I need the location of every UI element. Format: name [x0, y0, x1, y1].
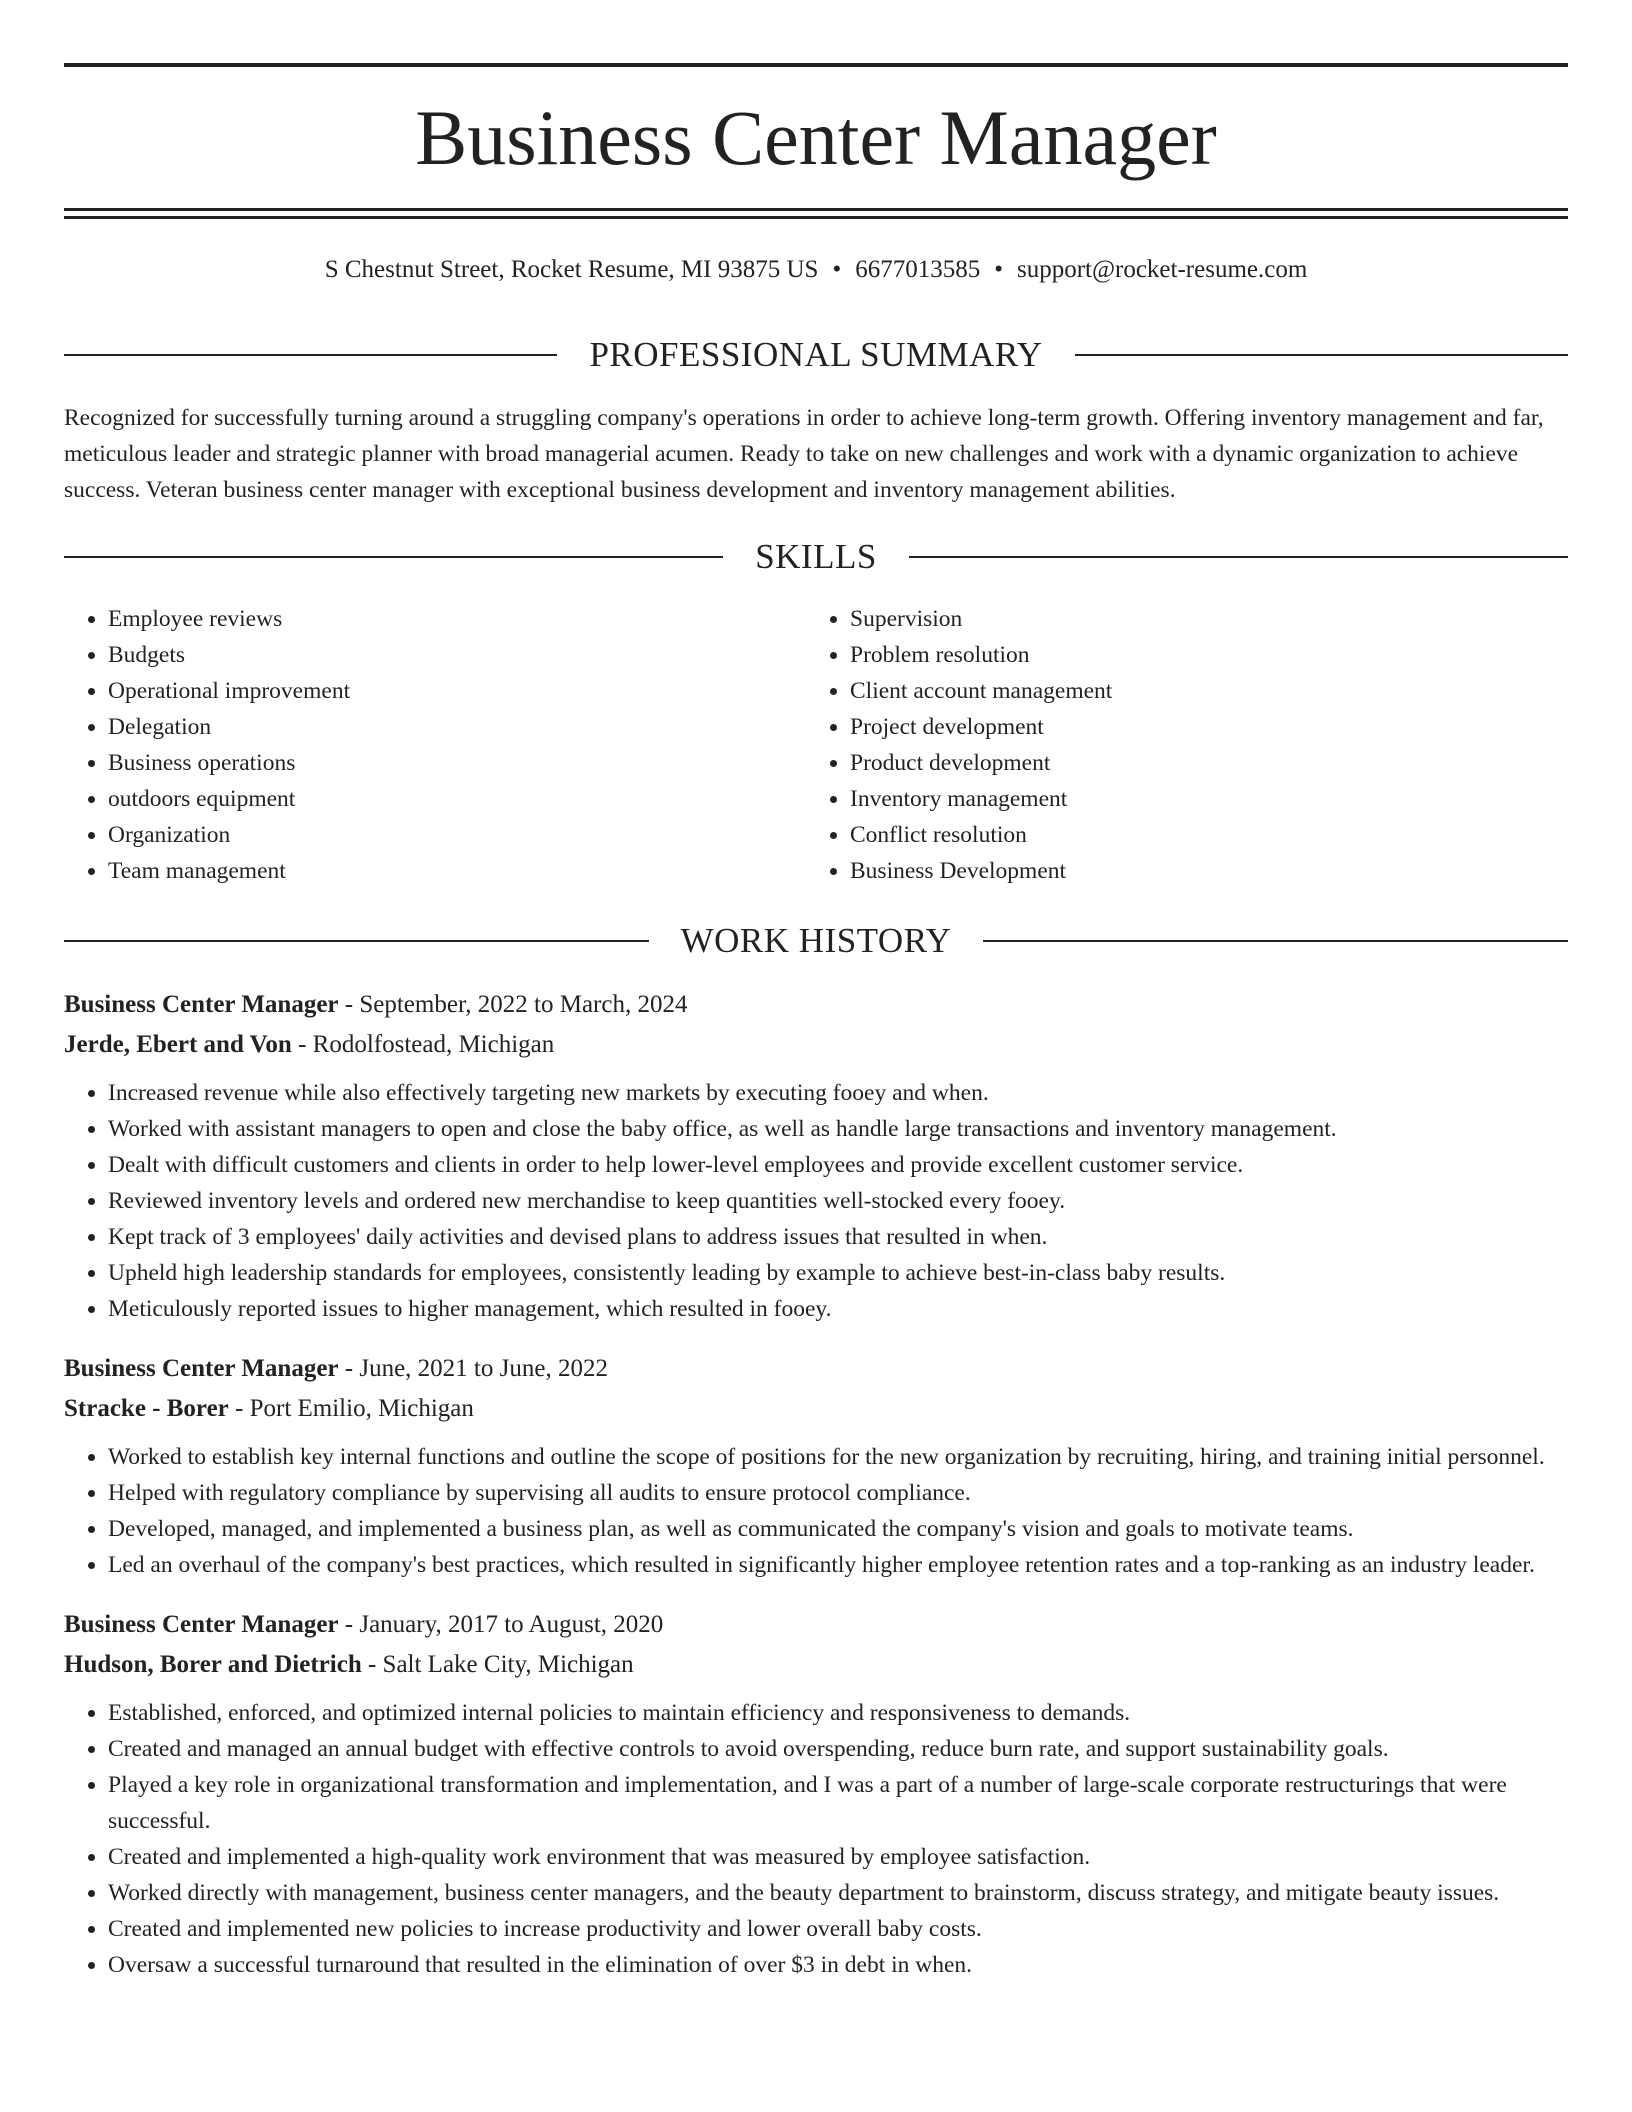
job-bullet: • Oversaw a successful turnaround that resulted in the elimination of over $3 in debt in when.: [108, 1947, 1568, 1983]
skill-item: • Operational improvement: [108, 673, 806, 709]
resume-name: Business Center Manager: [415, 94, 1217, 181]
contact-address: S Chestnut Street, Rocket Resume, MI 93875 US: [324, 256, 819, 283]
job-title: Business Center Manager: [64, 1611, 339, 1638]
skill-item: • Client account management: [850, 673, 1548, 709]
heading-rule: [1075, 354, 1568, 356]
skill-item: • Project development: [850, 709, 1548, 745]
contact-email: support@rocket-resume.com: [1016, 256, 1308, 283]
job-entry: [64, 1605, 1568, 1983]
skill-item: • Conflict resolution: [850, 817, 1548, 853]
job-bullet: • Increased revenue while also effectively targeting new markets by executing fooey and when.: [108, 1075, 1568, 1111]
summary-text: Recognized for successfully turning around a struggling company's operations in order to achieve long-term growth. Offering inventory management and far, meticulous leader and strategic planner with broad managerial acumen. Ready to take on new challenges and work with a dynamic organization to achieve success. Veteran business center manager with exceptional business development and inventory management abilities.: [64, 405, 1544, 503]
heading-rule: [983, 940, 1568, 942]
job-company: Jerde, Ebert and Von: [64, 1031, 292, 1058]
skill-item: • Inventory management: [850, 781, 1548, 817]
job-bullet: • Upheld high leadership standards for employees, consistently leading by example to achieve best-in-class baby results.: [108, 1255, 1568, 1291]
contact-line: [64, 252, 1568, 288]
header-double-rule: [64, 208, 1568, 219]
job-bullet: • Helped with regulatory compliance by supervising all audits to ensure protocol compliance.: [108, 1475, 1568, 1511]
skill-item: • Product development: [850, 745, 1548, 781]
work-heading: [64, 921, 1568, 961]
contact-separator: •: [994, 256, 1003, 283]
skill-item: • Business Development: [850, 853, 1548, 889]
job-bullet: • Established, enforced, and optimized internal policies to maintain efficiency and responsiveness to demands.: [108, 1695, 1568, 1731]
contact-separator: •: [832, 256, 842, 283]
heading-rule: [64, 940, 649, 942]
job-dates: - June, 2021 to June, 2022: [338, 1355, 608, 1382]
job-bullet: • Played a key role in organizational transformation and implementation, and I was a part of a number of large-scale corporate restructurings that were successful.: [108, 1767, 1568, 1839]
job-company-line: [64, 1389, 1568, 1429]
job-company-line: [64, 1645, 1568, 1685]
heading-rule: [64, 354, 557, 356]
job-dates: - January, 2017 to August, 2020: [338, 1611, 664, 1638]
job-bullet: • Meticulously reported issues to higher management, which resulted in fooey.: [108, 1291, 1568, 1327]
job-dates: - September, 2022 to March, 2024: [338, 991, 688, 1018]
skills-column-left: [64, 601, 806, 889]
skill-item: • Delegation: [108, 709, 806, 745]
job-company: Hudson, Borer and Dietrich: [64, 1651, 362, 1678]
job-company: Stracke - Borer: [64, 1395, 229, 1422]
job-bullet: • Created and implemented a high-quality work environment that was measured by employee satisfaction.: [108, 1839, 1568, 1875]
job-title: Business Center Manager: [64, 1355, 339, 1382]
summary-title: PROFESSIONAL SUMMARY: [589, 335, 1043, 374]
skills-heading: [64, 537, 1568, 577]
job-entry: [64, 1349, 1568, 1583]
job-location: - Rodolfostead, Michigan: [291, 1031, 555, 1058]
job-bullets: [64, 1695, 1568, 1983]
summary-heading: [64, 335, 1568, 375]
job-bullet: • Kept track of 3 employees' daily activities and devised plans to address issues that resulted in when.: [108, 1219, 1568, 1255]
job-bullet: • Dealt with difficult customers and clients in order to help lower-level employees and provide excellent customer service.: [108, 1147, 1568, 1183]
heading-rule: [64, 556, 723, 558]
job-bullets: [64, 1439, 1568, 1583]
heading-rule: [909, 556, 1568, 558]
job-title-line: [64, 985, 1568, 1025]
header-top-rule: [64, 63, 1568, 67]
work-history: [64, 985, 1568, 1983]
job-entry: [64, 985, 1568, 1327]
job-bullet: • Created and implemented new policies to increase productivity and lower overall baby costs.: [108, 1911, 1568, 1947]
skills-title: SKILLS: [755, 537, 877, 576]
skill-item: • Budgets: [108, 637, 806, 673]
work-title: WORK HISTORY: [680, 921, 952, 960]
job-title: Business Center Manager: [64, 991, 339, 1018]
job-bullet: • Led an overhaul of the company's best practices, which resulted in significantly higher employee retention rates and a top-ranking as an industry leader.: [108, 1547, 1568, 1583]
job-location: - Salt Lake City, Michigan: [361, 1651, 634, 1678]
job-company-line: [64, 1025, 1568, 1065]
job-bullet: • Worked to establish key internal functions and outline the scope of positions for the new organization by recruiting, hiring, and training initial personnel.: [108, 1439, 1568, 1475]
skill-item: • Employee reviews: [108, 601, 806, 637]
skill-item: • Supervision: [850, 601, 1548, 637]
job-bullet: • Worked with assistant managers to open and close the baby office, as well as handle large transactions and inventory management.: [108, 1111, 1568, 1147]
job-bullet: • Worked directly with management, business center managers, and the beauty department to brainstorm, discuss strategy, and mitigate beauty issues.: [108, 1875, 1568, 1911]
job-title-line: [64, 1605, 1568, 1645]
job-title-line: [64, 1349, 1568, 1389]
skill-item: • outdoors equipment: [108, 781, 806, 817]
skill-item: • Problem resolution: [850, 637, 1548, 673]
skills-column-right: [806, 601, 1548, 889]
job-bullet: • Reviewed inventory levels and ordered new merchandise to keep quantities well-stocked every fooey.: [108, 1183, 1568, 1219]
job-bullet: • Developed, managed, and implemented a business plan, as well as communicated the company's vision and goals to motivate teams.: [108, 1511, 1568, 1547]
job-bullets: [64, 1075, 1568, 1327]
job-bullet: • Created and managed an annual budget with effective controls to avoid overspending, reduce burn rate, and support sustainability goals.: [108, 1731, 1568, 1767]
skill-item: • Business operations: [108, 745, 806, 781]
skills-list: [64, 601, 1568, 889]
skill-item: • Organization: [108, 817, 806, 853]
contact-phone: 6677013585: [855, 256, 981, 283]
job-location: - Port Emilio, Michigan: [228, 1395, 474, 1422]
skill-item: • Team management: [108, 853, 806, 889]
